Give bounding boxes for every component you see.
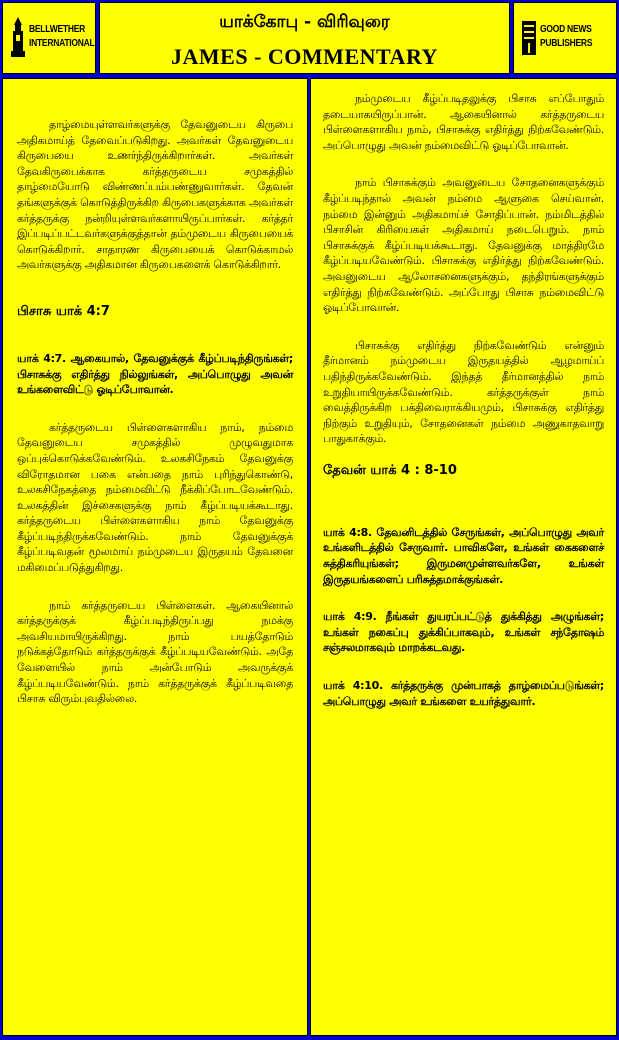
left-paragraph-3: நாம் கர்த்தருடைய பிள்ளைகள். ஆகையினால் கர்த்தருக்குக் கீழ்ப்படிந்திருப்பது நமக்கு அவசியமாயிருக்கிறது. நாம் பயத்தோடும் நடுக்கத்தோடும் கர்த்தருக்குக் கீழ்ப்படியவேண்டும். அதே வேளையில் நாம் அன்போடும் அவருக்குக் கீழ்ப்படியவேண்டும். நாம் கர்த்தருக்குக் கீழ்ப்படிவதை பிசாசு விரும்புவதில்லை. [17,598,293,706]
page-title-english: JAMES - COMMENTARY [171,44,438,69]
left-paragraph-2: கர்த்தருடைய பிள்ளைகளாகிய நாம், நம்மை தேவனுடைய சமுகத்தில் முழுவதுமாக ஒப்புக்கொடுக்கவேண்டும். உலகசிநேகம் தேவனுக்கு விரோதமான பகை என்பதை நாம் புரிந்துகொண்டு, உலகசிநேகத்தை நம்மைவிட்டு நீக்கிப்போடவேண்டும். உலகத்தின் இச்சைகளுக்கு நாம் கீழ்ப்படியக்கூடாது. கர்த்தருடைய பிள்ளைகளாகிய நாம் தேவனுக்கு கீழ்ப்படிந்திருக்கவேண்டும். நாம் தேவனுக்குக் கீழ்ப்படிவதன் மூலமாய் நம்முடைய இருதயம் தேவனை மகிமைப்படுத்துகிறது. [17,420,293,575]
page-title-tamil: யாக்கோபு - விரிவுரை [219,12,390,32]
verse-james-4-9: யாக் 4:9. நீங்கள் துயரப்பட்டுத் துக்கித்து அழுங்கள்; உங்கள் நகைப்பு துக்கிப்பாகவும், உங்கள் சந்தோஷம் சஞ்சலமாகவும் மாறக்கடவது. [323,610,604,655]
publisher-logo-left [2,2,96,74]
logo-right-line1: GOOD NEWS [540,24,592,35]
logo-left-line1: BELLWETHER [29,24,86,35]
right-column [310,78,617,1036]
verse-james-4-8: யாக் 4:8. தேவனிடத்தில் சேருங்கள், அப்பொழுது அவர் உங்களிடத்தில் சேருவார். பாவிகளே, உங்கள் கைகளைச் சுத்திகரியுங்கள்; இருமனமுள்ளவர்களே, உங்கள் இருதயங்களைப் பரிசுத்தமாக்குங்கள். [323,525,604,586]
logo-left-line2: INTERNATIONAL [29,38,95,49]
logo-right-line2: PUBLISHERS [540,38,593,49]
left-column [2,78,308,1036]
verse-james-4-7: யாக் 4:7. ஆகையால், தேவனுக்குக் கீழ்ப்படிந்திருங்கள்; பிசாசுக்கு எதிர்த்து நில்லுங்கள், அப்பொழுது அவன் உங்களைவிட்டு ஓடிப்போவான். [17,351,293,397]
bell-tower-icon [9,17,27,59]
left-paragraph-1: தாழ்மையுள்ளவர்களுக்கு தேவனுடைய கிருபை அதிகமாய்த் தேவைப்படுகிறது. அவர்கள் தேவனுடைய கிருபையை உணர்ந்திருக்கிறார்கள். அவர்கள் தேவகிருபைக்காக கர்த்தருடைய சமுகத்தில் தாழ்மையோடு விண்ணப்பம்பண்ணுவார்கள். தேவன் தங்களுக்குக் கொடுத்திருக்கிற கிருபைகளுக்காக அவர்கள் கர்த்தருக்கு நன்றியுள்ளவர்களாயிருப்பார்கள். கர்த்தர் இப்படிப்பட்டவர்களுக்குத்தான் தம்முடைய கிருபையைக் கொடுக்கிறார். சாதாரண கிருபையைக் கொடுக்காமல் அவர்களுக்கு அதிகமான கிருபைகளைக் கொடுக்கிறார். [17,118,293,272]
right-paragraph-2: நாம் பிசாசுக்கும் அவனுடைய சோதனைகளுக்கும் கீழ்ப்படிந்தால் அவன் நம்மை ஆளுகை செய்வான். நம்மை இன்னும் அதிகமாய்ச் சோதிப்பான். நம்மிடத்தில் பிசாசின் கிரியைகள் அதிகமாய் நடைபெறும். நாம் பிசாசுக்குக் கீழ்ப்படியக்கூடாது. தேவனுக்கு மாத்திரமே கீழ்ப்படியவேண்டும். பிசாசுக்கு எதிர்த்து நிற்கவேண்டும். அவனுடைய ஆலோசனைகளுக்கும், தந்திரங்களுக்கும் எதிர்த்து நிற்கவேண்டும். அப்போது பிசாசு நம்மைவிட்டு ஓடிப்போவான். [323,176,604,315]
section-heading-god: தேவன் யாக் 4 : 8-10 [323,462,457,478]
verse-james-4-10: யாக் 4:10. கர்த்தருக்கு முன்பாகத் தாழ்மைப்படுங்கள்; அப்பொழுது அவர் உங்களை உயர்த்துவார். [323,679,604,708]
book-icon [520,17,538,59]
publisher-logo-right [513,2,617,74]
right-paragraph-3: பிசாசுக்கு எதிர்த்து நிற்கவேண்டும் என்னும் தீர்மானம் நம்முடைய இருதயத்தில் ஆழமாய்ப் பதிந்திருக்கவேண்டும். இந்தத் தீர்மானத்தில் நாம் உறுதியாயிருக்கவேண்டும். கர்த்தருக்குள் நாம் வைத்திருக்கிற பக்திவைராக்கியமும், பிசாசுக்கு எதிர்த்து நிற்கும் உறுதியும், சோதனைகள் நம்மை அணுகாதவாறு பாதுகாக்கும். [323,338,604,446]
section-heading-satan: பிசாசு யாக் 4:7 [17,303,110,319]
page-header [99,2,510,74]
right-paragraph-1: நம்முடைய கீழ்ப்படிதலுக்கு பிசாசு எப்போதும் தடையாகயிருப்பான். ஆகையினால் கர்த்தருடைய பிள்ளைகளாகிய நாம், பிசாசுக்கு எதிர்த்து நிற்கவேண்டும். அப்பொழுது அவன் நம்மைவிட்டு ஓடிப்போவான். [323,92,604,152]
